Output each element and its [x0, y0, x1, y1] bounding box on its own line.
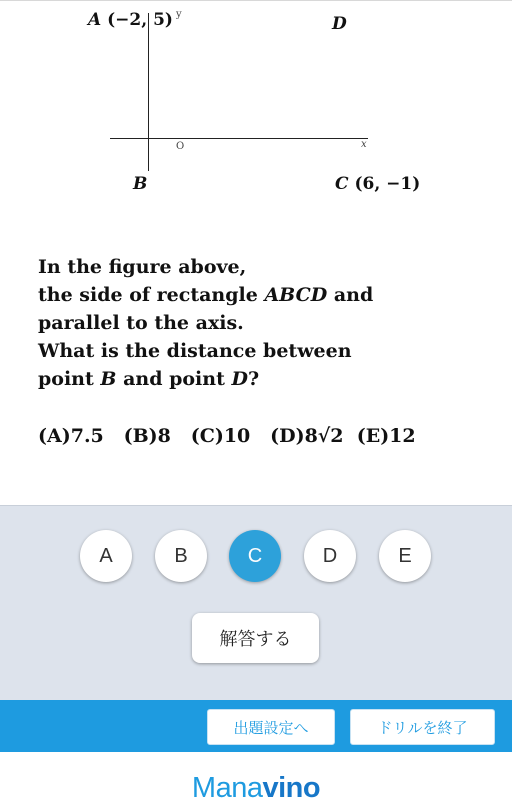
manavino-logo: [0, 772, 512, 805]
point-b-ref: B: [100, 368, 117, 390]
point-a-name: A: [88, 10, 102, 30]
option-c-button[interactable]: C: [229, 530, 281, 582]
point-c-coord: (6, −1): [354, 174, 421, 194]
option-d-button[interactable]: D: [304, 530, 356, 582]
x-axis-label: x: [361, 139, 367, 150]
origin-label: O: [176, 141, 185, 152]
question-line-2-post: and: [327, 284, 374, 306]
point-c-name: C: [335, 174, 349, 194]
point-a-coord: (−2, 5): [107, 10, 173, 30]
option-e-button[interactable]: E: [379, 530, 431, 582]
question-line-5-pre: point: [38, 368, 101, 390]
submit-answer-button[interactable]: 解答する: [192, 613, 319, 663]
option-b-button[interactable]: B: [155, 530, 207, 582]
option-a-button[interactable]: A: [80, 530, 132, 582]
question-line-3: parallel to the axis.: [38, 312, 244, 334]
point-b-name: B: [133, 174, 148, 194]
question-line-5: [38, 365, 478, 393]
y-axis: [148, 13, 149, 171]
x-axis: [110, 138, 368, 139]
settings-button[interactable]: 出題設定へ: [207, 709, 335, 745]
question-line-2: [38, 281, 478, 309]
point-d-ref: D: [231, 368, 248, 390]
question-line-4: What is the distance between: [38, 340, 352, 362]
logo-text-b: vino: [262, 772, 321, 804]
point-c-label: [335, 174, 420, 194]
logo-text-a: Mana: [191, 772, 263, 804]
question-line-5-mid: and point: [116, 368, 232, 390]
point-d-label: [332, 14, 347, 34]
question-line-5-post: ?: [247, 368, 260, 390]
rectangle-name: ABCD: [264, 284, 328, 306]
point-d-name: D: [332, 14, 347, 34]
end-drill-button[interactable]: ドリルを終了: [350, 709, 495, 745]
question-line-1: In the figure above,: [38, 256, 247, 278]
answer-choices: (A)7.5 (B)8 (C)10 (D)8√2 (E)12: [38, 425, 416, 447]
question-text: [38, 253, 478, 393]
point-b-label: [133, 174, 147, 194]
question-line-2-pre: the side of rectangle: [38, 284, 265, 306]
point-a-label: [88, 10, 173, 30]
y-axis-label: y: [176, 9, 182, 20]
